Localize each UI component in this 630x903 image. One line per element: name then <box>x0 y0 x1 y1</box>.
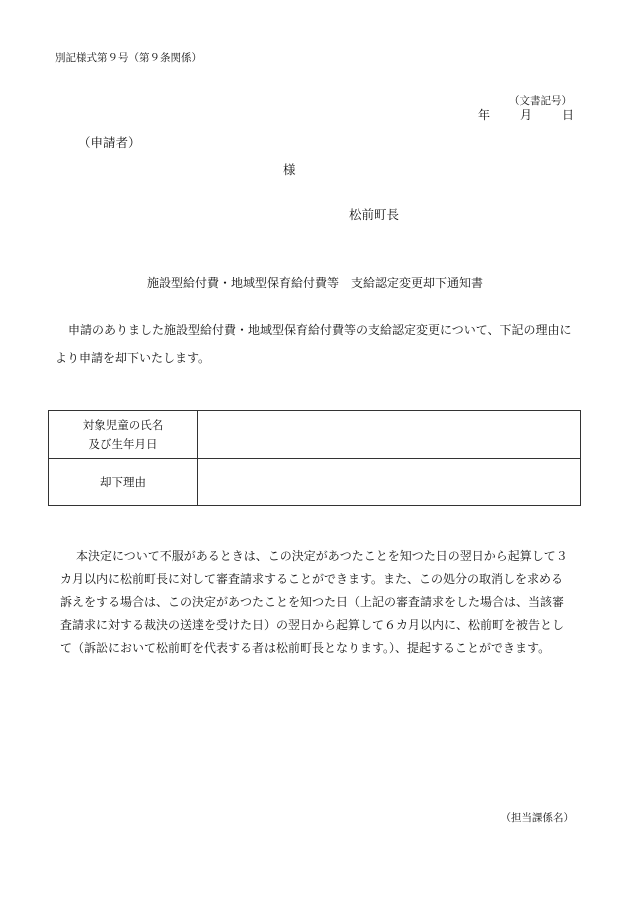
date-year: 年 <box>477 108 490 122</box>
contact-department: （担当課係名） <box>500 812 574 824</box>
appeal-notice <box>60 545 582 660</box>
form-number: 別記様式第９号（第９条関係） <box>55 52 202 64</box>
rejection-reason-label: 却下理由 <box>49 459 198 506</box>
document-title: 施設型給付費・地域型保育給付費等 支給認定変更却下通知書 <box>146 276 483 290</box>
child-info-label-line1: 対象児童の氏名 <box>82 417 164 432</box>
issue-date <box>466 106 574 123</box>
notice-line4: 査請求に対する裁決の送達を受けた日）の翌日から起算して６カ月以内に、松前町を被告とし <box>60 618 565 632</box>
rejection-reason-value[interactable] <box>198 459 581 506</box>
child-info-value[interactable] <box>198 411 581 459</box>
intro-text-line1: 申請のありました施設型給付費・地域型保育給付費等の支給認定変更について、下記の理由に <box>68 323 572 337</box>
child-info-label-line2: 及び生年月日 <box>88 436 158 451</box>
child-info-label <box>49 411 198 459</box>
notice-line5: て（訴訟において松前町を代表する者は松前町長となります。）、提起することができます。 <box>60 641 551 655</box>
date-day: 日 <box>561 108 574 122</box>
intro-text-line2: より申請を却下いたします。 <box>55 351 211 365</box>
table-row <box>49 411 581 459</box>
notice-line1: 本決定について不服があるときは、この決定があつたことを知つた日の翌日から起算して３ <box>76 549 568 563</box>
notice-line2: カ月以内に松前町長に対して審査請求することができます。また、この処分の取消しを求める <box>60 572 564 586</box>
honorific: 様 <box>283 162 296 177</box>
applicant-label: （申請者） <box>78 135 141 150</box>
table-row <box>49 459 581 506</box>
notice-line3: 訴えをする場合は、この決定があつたことを知つた日（上記の審査請求をした場合は、当該審 <box>60 595 565 609</box>
date-month: 月 <box>519 108 532 122</box>
document-code: （文書記号） <box>509 95 572 107</box>
rejection-info-table <box>48 410 581 506</box>
issuer-name: 松前町長 <box>349 207 400 222</box>
